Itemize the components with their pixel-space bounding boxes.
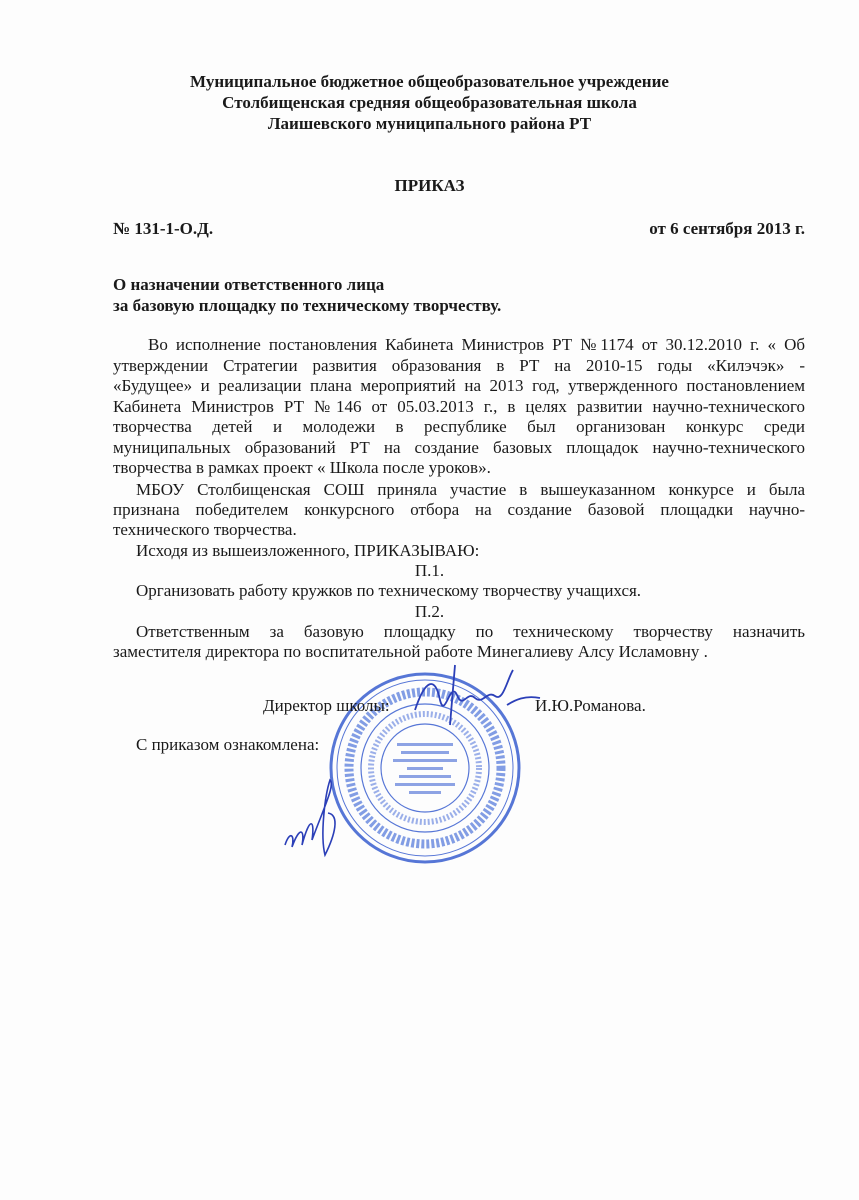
header-line-3: Лаишевского муниципального района РТ xyxy=(267,114,592,133)
acknowledged-label: С приказом ознакомлена: xyxy=(136,735,320,754)
paragraph-line: МБОУ Столбищенская СОШ приняла участие в вышеуказанном конкурсе и была xyxy=(136,480,805,499)
signature-name: И.Ю.Романова. xyxy=(535,696,646,715)
doc-type: ПРИКАЗ xyxy=(394,176,465,195)
paragraph-line: муниципальных образований РТ на создание базовых площадок научно-технического xyxy=(113,438,805,457)
signature-role: Директор школы: xyxy=(263,696,390,715)
subject-line-2: за базовую площадку по техническому творчеству. xyxy=(113,296,502,315)
item-2-text: Ответственным за базовую площадку по техническому творчеству назначить xyxy=(136,622,805,641)
item-1-text: Организовать работу кружков по техническому творчеству учащихся. xyxy=(136,581,642,600)
paragraph-line: Во исполнение постановления Кабинета Министров РТ №1174 от 30.12.2010 г. « Об xyxy=(148,335,805,354)
paragraph-line: Кабинета Министров РТ №146 от 05.03.2013 г., в целях развитии научно-технического xyxy=(113,397,805,416)
item-2-label: П.2. xyxy=(414,602,445,621)
order-intro: Исходя из вышеизложенного, ПРИКАЗЫВАЮ: xyxy=(136,541,480,560)
header-line-1: Муниципальное бюджетное общеобразовательное учреждение xyxy=(190,72,669,91)
paragraph-line: признана победителем конкурсного отбора на создание базовой площадки научно- xyxy=(113,500,805,519)
paragraph-line: творчества в рамках проект « Школа после уроков». xyxy=(113,458,491,477)
subject-line-1: О назначении ответственного лица xyxy=(113,275,385,294)
paragraph-line: технического творчества. xyxy=(113,520,297,539)
acknowledgement-signature xyxy=(280,775,360,860)
order-date: от 6 сентября 2013 г. xyxy=(649,219,805,238)
paragraph-line: утверждении Стратегии развития образования в РТ на 2010-15 годы «Килэчэк» - xyxy=(113,356,805,375)
director-signature xyxy=(395,660,545,730)
paragraph-line: творчества детей и молодежи в республике был организован конкурс среди xyxy=(113,417,805,436)
item-1-label: П.1. xyxy=(414,561,445,580)
item-2-text: заместителя директора по воспитательной работе Минегалиеву Алсу Исламовну . xyxy=(113,642,708,661)
header-line-2: Столбищенская средняя общеобразовательная школа xyxy=(222,93,637,112)
order-number: № 131-1-О.Д. xyxy=(113,219,214,238)
paragraph-line: «Будущее» и реализации плана мероприятий на 2013 год, утвержденного постановлением xyxy=(113,376,805,395)
